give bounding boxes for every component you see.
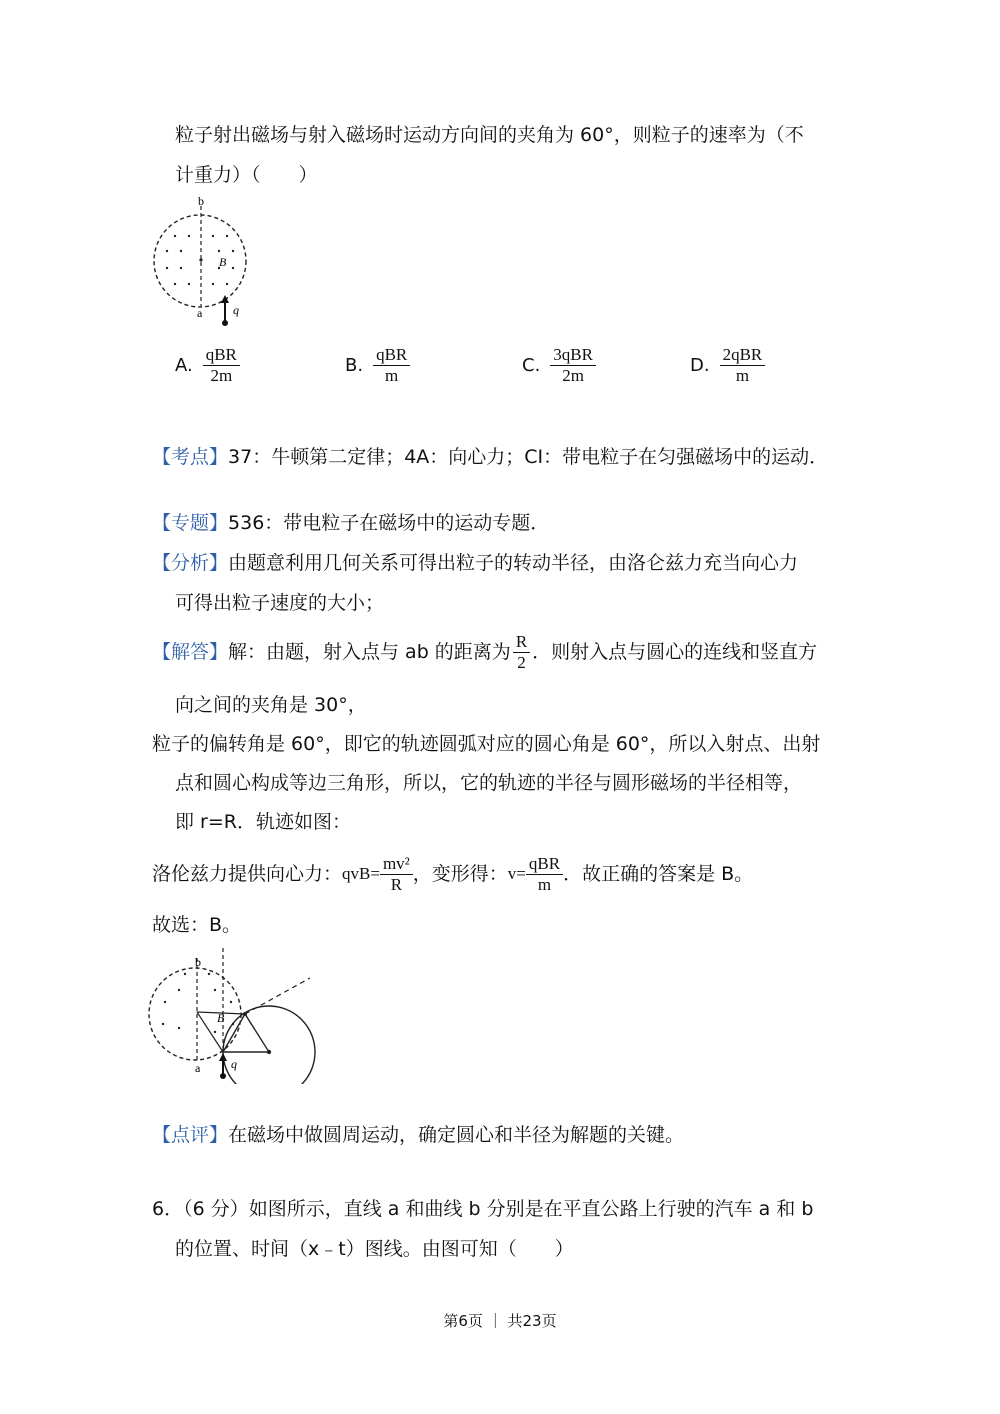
option-b-num: qBR [373,345,410,366]
option-d[interactable] [690,345,765,386]
q6-line2: 的位置、时间（x﹣t）图线。由图可知（ ） [175,1238,574,1260]
option-c-fraction [550,345,596,386]
jieda-line1 [152,628,817,676]
jieda-line5: 即 r=R．轨迹如图： [175,811,351,833]
kaodian-text: 37：牛顿第二定律；4A：向心力；CI：带电粒子在匀强磁场中的运动． [228,446,829,468]
eq-fraction1 [380,854,413,895]
fenxi-tag: 【分析】 [152,552,229,574]
option-a-num: qBR [203,345,240,366]
q5-stem-line2: 计重力）（ ） [175,164,318,186]
jieda-line4: 点和圆心构成等边三角形，所以，它的轨迹的半径与圆形磁场的半径相等， [175,772,803,794]
zhuanti-tag: 【专题】 [152,512,229,534]
label-a: a [197,306,203,320]
option-a-den: 2m [210,366,233,385]
zhuanti-line [152,510,549,536]
eq-post: ．故正确的答案是 B。 [563,863,754,885]
option-d-fraction [720,345,766,386]
fenxi-line1 [152,550,798,576]
zhuanti-text: 536：带电粒子在磁场中的运动专题． [228,512,550,534]
label-q: q [233,303,239,317]
eq-mid: ，变形得： [412,863,508,885]
dianping-text: 在磁场中做圆周运动，确定圆心和半径为解题的关键。 [228,1124,685,1146]
q5-stem-line1: 粒子射出磁场与射入磁场时运动方向间的夹角为 60°，则粒子的速率为（不 [175,124,804,146]
jieda-fraction [513,632,530,673]
kaodian-line [152,444,828,470]
fig2-label-B: B [217,1011,225,1025]
kaodian-tag: 【考点】 [152,446,229,468]
label-B: B [219,255,227,269]
jieda-line2: 向之间的夹角是 30°， [175,694,367,716]
jieda-post: ．则射入点与圆心的连线和竖直方 [532,641,818,663]
jieda-frac-num: R [513,632,530,653]
jieda-frac-den: 2 [517,652,526,672]
fig2-label-a: a [195,1061,201,1075]
option-b-den: m [385,366,399,385]
fig2-label-q: q [231,1057,237,1071]
equation-line [152,848,753,900]
option-b[interactable] [345,345,410,386]
option-c[interactable] [522,345,596,386]
eq-lhs: qvB= [342,864,380,883]
fenxi-line2: 可得出粒子速度的大小； [175,592,385,614]
option-a[interactable] [175,345,240,386]
option-b-fraction [373,345,410,386]
option-b-letter: B. [345,355,364,376]
eq-den2: m [537,874,552,894]
jieda-pre: 解：由题，射入点与 ab 的距离为 [228,641,511,663]
option-d-letter: D. [690,355,710,376]
option-c-num: 3qBR [550,345,596,366]
jieda-tag: 【解答】 [152,641,229,663]
eq-v: v= [507,864,526,883]
label-b: b [198,196,204,208]
option-a-fraction [203,345,240,386]
option-c-letter: C. [522,355,541,376]
option-d-num: 2qBR [720,345,766,366]
eq-fraction2 [526,854,563,895]
trajectory-figure [145,944,325,1084]
fenxi-text1: 由题意利用几何关系可得出粒子的转动半径，由洛仑兹力充当向心力 [228,552,799,574]
option-d-den: m [735,366,750,385]
dianping-line [152,1122,684,1148]
eq-den: R [390,874,403,894]
page-footer: 第6页 ｜ 共23页 [443,1312,557,1330]
eq-pre: 洛伦兹力提供向心力： [152,863,343,885]
eq-num2: qBR [526,854,563,875]
q6-line1: 6．（6 分）如图所示，直线 a 和曲线 b 分别是在平直公路上行驶的汽车 a 和 b [152,1198,814,1220]
guxuan-line: 故选：B。 [152,914,242,936]
fig2-label-b: b [195,955,201,969]
jieda-line3: 粒子的偏转角是 60°，即它的轨迹圆弧对应的圆心角是 60°，所以入射点、出射 [152,733,821,755]
magnetic-field-figure [145,196,265,331]
dianping-tag: 【点评】 [152,1124,229,1146]
option-c-den: 2m [562,366,584,385]
option-a-letter: A. [175,355,193,376]
eq-num: mv² [380,854,413,875]
